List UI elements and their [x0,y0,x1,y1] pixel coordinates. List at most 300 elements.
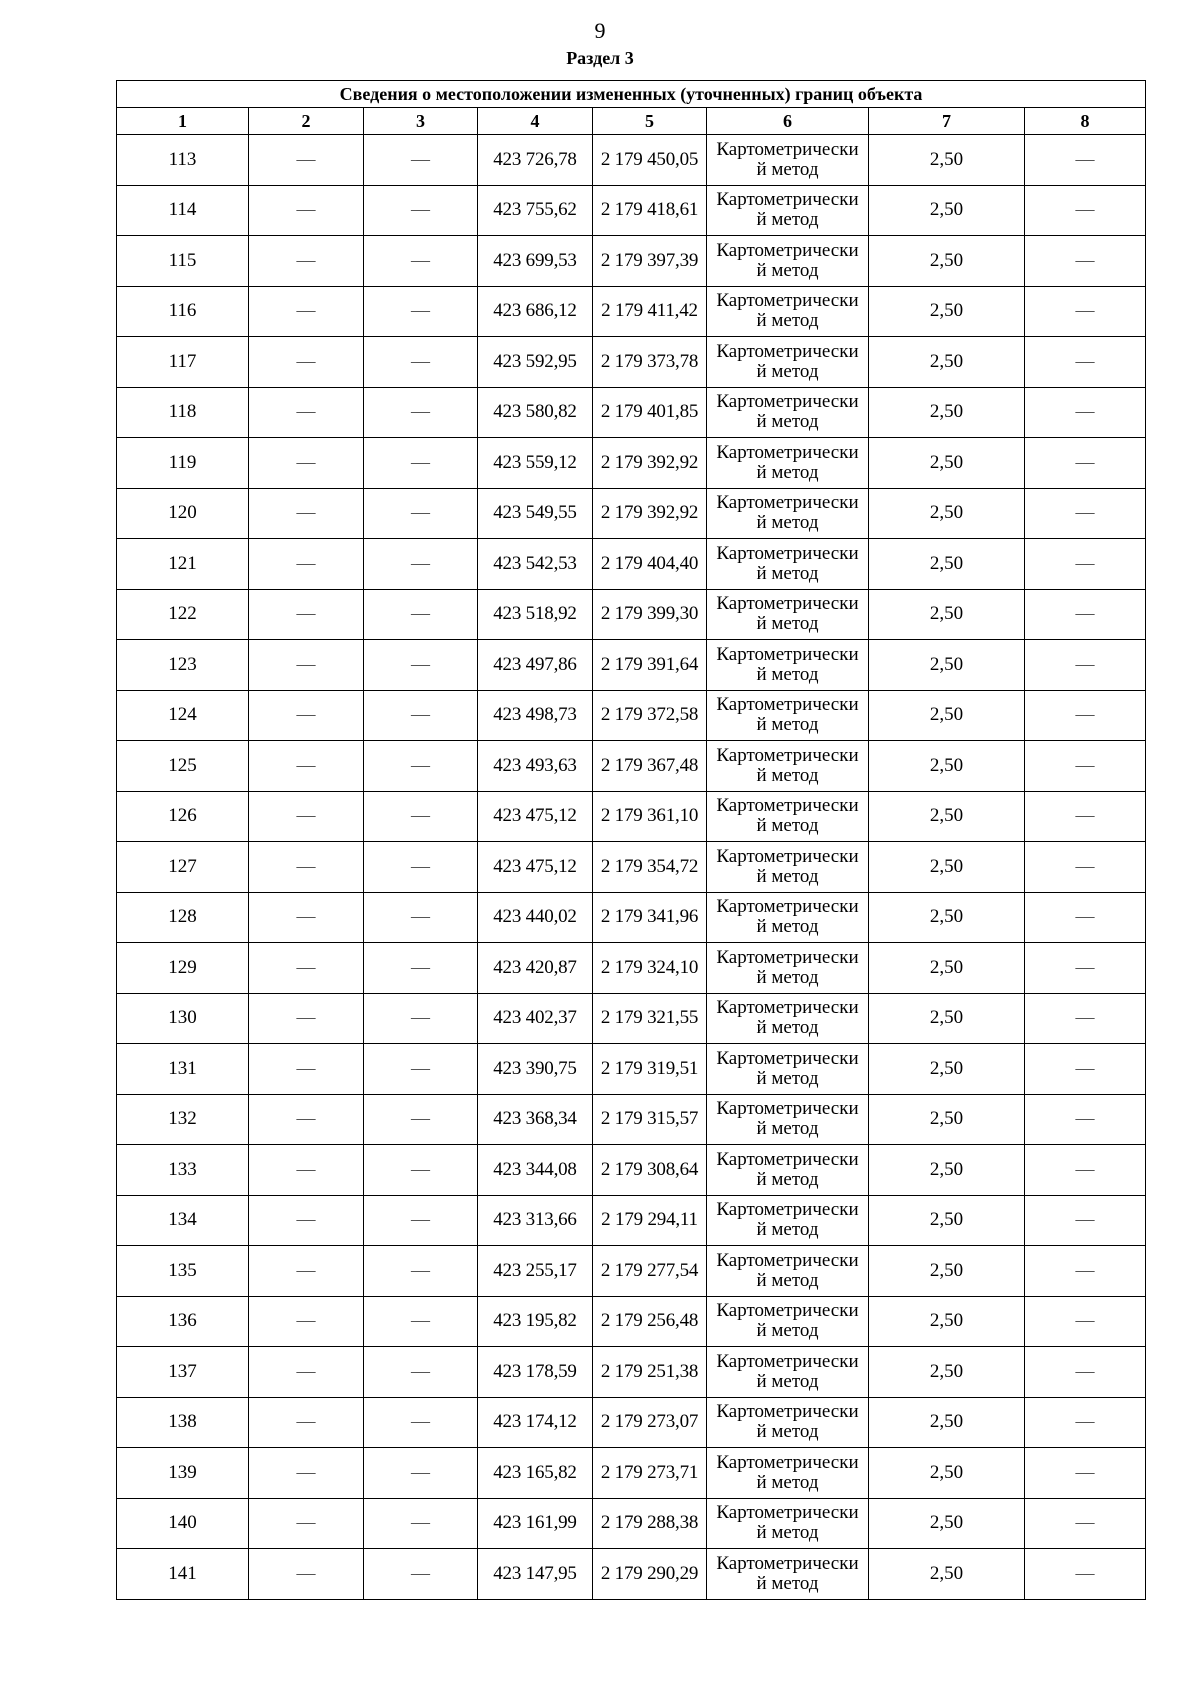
point-number: 124 [117,690,249,741]
col8-dash: — [1025,1549,1146,1600]
method-cell [707,488,869,539]
col8-dash: — [1025,1246,1146,1297]
table-caption: Сведения о местоположении измененных (уточненных) границ объекта [117,81,1146,108]
coordinate-x: 423 195,82 [478,1296,593,1347]
table-row [117,438,1146,489]
method-line-1: Картометрически [716,1552,859,1574]
table-row [117,135,1146,186]
coordinate-x: 423 390,75 [478,1044,593,1095]
point-number: 138 [117,1397,249,1448]
coordinate-y: 2 179 321,55 [593,993,707,1044]
col2-dash: — [249,1549,364,1600]
col3-dash: — [364,791,478,842]
method-cell [707,1296,869,1347]
col2-dash: — [249,589,364,640]
accuracy-value: 2,50 [869,1195,1025,1246]
method-line-1: Картометрически [716,896,859,918]
coordinate-y: 2 179 373,78 [593,337,707,388]
accuracy-value: 2,50 [869,640,1025,691]
coordinate-y: 2 179 367,48 [593,741,707,792]
coordinate-y: 2 179 392,92 [593,488,707,539]
accuracy-value: 2,50 [869,741,1025,792]
coordinate-y: 2 179 294,11 [593,1195,707,1246]
table-row [117,993,1146,1044]
point-number: 132 [117,1094,249,1145]
coordinate-y: 2 179 277,54 [593,1246,707,1297]
method-cell [707,741,869,792]
column-number-6: 6 [707,108,869,135]
col2-dash: — [249,1044,364,1095]
point-number: 125 [117,741,249,792]
column-number-1: 1 [117,108,249,135]
method-cell [707,135,869,186]
method-cell [707,1498,869,1549]
accuracy-value: 2,50 [869,1347,1025,1398]
point-number: 139 [117,1448,249,1499]
col2-dash: — [249,185,364,236]
accuracy-value: 2,50 [869,993,1025,1044]
method-cell [707,1448,869,1499]
table-row [117,1195,1146,1246]
table-row [117,1094,1146,1145]
col3-dash: — [364,1347,478,1398]
col2-dash: — [249,1195,364,1246]
table-row [117,1448,1146,1499]
method-line-2: й метод [756,1572,819,1594]
method-line-2: й метод [756,512,819,534]
coordinate-x: 423 493,63 [478,741,593,792]
accuracy-value: 2,50 [869,1246,1025,1297]
col8-dash: — [1025,993,1146,1044]
method-cell [707,387,869,438]
method-line-1: Картометрически [716,1300,859,1322]
accuracy-value: 2,50 [869,185,1025,236]
column-number-3: 3 [364,108,478,135]
col2-dash: — [249,488,364,539]
method-line-1: Картометрически [716,441,859,463]
coordinate-x: 423 699,53 [478,236,593,287]
method-line-1: Картометрически [716,1148,859,1170]
method-line-1: Картометрически [716,1350,859,1372]
method-line-2: й метод [756,1219,819,1241]
point-number: 115 [117,236,249,287]
method-cell [707,1246,869,1297]
col8-dash: — [1025,1094,1146,1145]
method-line-2: й метод [756,613,819,635]
table-row [117,589,1146,640]
method-cell [707,1397,869,1448]
table-row [117,640,1146,691]
method-cell [707,1549,869,1600]
col2-dash: — [249,337,364,388]
method-cell [707,993,869,1044]
col8-dash: — [1025,791,1146,842]
coordinate-y: 2 179 404,40 [593,539,707,590]
method-cell [707,1094,869,1145]
accuracy-value: 2,50 [869,337,1025,388]
col8-dash: — [1025,1448,1146,1499]
method-line-1: Картометрически [716,1451,859,1473]
table-row [117,185,1146,236]
accuracy-value: 2,50 [869,488,1025,539]
table-row [117,1296,1146,1347]
coordinate-y: 2 179 341,96 [593,892,707,943]
point-number: 135 [117,1246,249,1297]
method-line-1: Картометрически [716,593,859,615]
method-line-2: й метод [756,1320,819,1342]
accuracy-value: 2,50 [869,1448,1025,1499]
col3-dash: — [364,589,478,640]
method-cell [707,185,869,236]
method-line-1: Картометрически [716,1502,859,1524]
coordinate-x: 423 686,12 [478,286,593,337]
coordinate-x: 423 161,99 [478,1498,593,1549]
point-number: 114 [117,185,249,236]
col2-dash: — [249,1145,364,1196]
method-line-1: Картометрически [716,997,859,1019]
col2-dash: — [249,842,364,893]
accuracy-value: 2,50 [869,539,1025,590]
coordinate-x: 423 549,55 [478,488,593,539]
col2-dash: — [249,1397,364,1448]
point-number: 126 [117,791,249,842]
method-line-1: Картометрически [716,694,859,716]
col8-dash: — [1025,1498,1146,1549]
method-line-2: й метод [756,966,819,988]
method-line-2: й метод [756,1017,819,1039]
accuracy-value: 2,50 [869,286,1025,337]
coordinate-x: 423 497,86 [478,640,593,691]
col8-dash: — [1025,1044,1146,1095]
method-line-2: й метод [756,259,819,281]
method-line-1: Картометрически [716,1401,859,1423]
method-line-1: Картометрически [716,290,859,312]
col8-dash: — [1025,286,1146,337]
col8-dash: — [1025,539,1146,590]
point-number: 118 [117,387,249,438]
col8-dash: — [1025,337,1146,388]
method-cell [707,791,869,842]
col2-dash: — [249,539,364,590]
method-line-2: й метод [756,1421,819,1443]
col8-dash: — [1025,438,1146,489]
col3-dash: — [364,1549,478,1600]
point-number: 131 [117,1044,249,1095]
coordinate-y: 2 179 450,05 [593,135,707,186]
col3-dash: — [364,1044,478,1095]
table-row [117,1347,1146,1398]
coordinate-y: 2 179 273,07 [593,1397,707,1448]
method-cell [707,640,869,691]
col8-dash: — [1025,1347,1146,1398]
accuracy-value: 2,50 [869,1044,1025,1095]
method-line-2: й метод [756,865,819,887]
table-row [117,1246,1146,1297]
method-line-2: й метод [756,714,819,736]
coordinate-y: 2 179 251,38 [593,1347,707,1398]
section-title: Раздел 3 [566,48,634,68]
table-row [117,842,1146,893]
col3-dash: — [364,1498,478,1549]
point-number: 140 [117,1498,249,1549]
coordinate-y: 2 179 308,64 [593,1145,707,1196]
col2-dash: — [249,741,364,792]
table-row [117,690,1146,741]
table-row [117,539,1146,590]
col3-dash: — [364,1246,478,1297]
method-cell [707,286,869,337]
accuracy-value: 2,50 [869,791,1025,842]
method-line-2: й метод [756,815,819,837]
accuracy-value: 2,50 [869,892,1025,943]
coordinate-x: 423 368,34 [478,1094,593,1145]
method-line-2: й метод [756,562,819,584]
method-cell [707,1145,869,1196]
coordinate-x: 423 420,87 [478,943,593,994]
table-row [117,892,1146,943]
col3-dash: — [364,1195,478,1246]
method-line-1: Картометрически [716,845,859,867]
table-row [117,337,1146,388]
coordinate-x: 423 178,59 [478,1347,593,1398]
method-line-1: Картометрически [716,1199,859,1221]
coordinate-y: 2 179 418,61 [593,185,707,236]
method-line-2: й метод [756,1067,819,1089]
table-caption-row [117,81,1146,108]
method-line-2: й метод [756,764,819,786]
method-line-1: Картометрически [716,795,859,817]
coordinate-x: 423 475,12 [478,842,593,893]
coordinate-y: 2 179 361,10 [593,791,707,842]
point-number: 134 [117,1195,249,1246]
col3-dash: — [364,286,478,337]
point-number: 128 [117,892,249,943]
method-cell [707,236,869,287]
col2-dash: — [249,286,364,337]
col8-dash: — [1025,185,1146,236]
method-line-1: Картометрически [716,643,859,665]
method-cell [707,438,869,489]
point-number: 129 [117,943,249,994]
table-body [117,135,1146,1600]
point-number: 123 [117,640,249,691]
col8-dash: — [1025,892,1146,943]
col3-dash: — [364,387,478,438]
col2-dash: — [249,135,364,186]
coordinate-y: 2 179 354,72 [593,842,707,893]
col2-dash: — [249,993,364,1044]
column-number-2: 2 [249,108,364,135]
method-cell [707,1195,869,1246]
table-row [117,1397,1146,1448]
col2-dash: — [249,236,364,287]
coordinate-x: 423 580,82 [478,387,593,438]
col2-dash: — [249,1498,364,1549]
coordinate-y: 2 179 372,58 [593,690,707,741]
col3-dash: — [364,741,478,792]
col8-dash: — [1025,589,1146,640]
accuracy-value: 2,50 [869,438,1025,489]
table-row [117,387,1146,438]
page-number: 9 [594,18,606,43]
accuracy-value: 2,50 [869,1296,1025,1347]
method-cell [707,1347,869,1398]
col8-dash: — [1025,1145,1146,1196]
method-line-1: Картометрически [716,189,859,211]
coordinate-x: 423 174,12 [478,1397,593,1448]
method-line-2: й метод [756,1471,819,1493]
accuracy-value: 2,50 [869,1094,1025,1145]
coordinate-y: 2 179 397,39 [593,236,707,287]
coordinate-y: 2 179 290,29 [593,1549,707,1600]
point-number: 119 [117,438,249,489]
coordinate-y: 2 179 288,38 [593,1498,707,1549]
accuracy-value: 2,50 [869,1145,1025,1196]
method-line-1: Картометрически [716,391,859,413]
col3-dash: — [364,1145,478,1196]
method-line-2: й метод [756,461,819,483]
method-line-1: Картометрически [716,239,859,261]
col8-dash: — [1025,640,1146,691]
method-line-2: й метод [756,209,819,231]
boundary-coordinates-table [116,80,1146,1600]
col2-dash: — [249,1246,364,1297]
point-number: 113 [117,135,249,186]
col2-dash: — [249,640,364,691]
point-number: 122 [117,589,249,640]
table-row [117,286,1146,337]
method-line-2: й метод [756,360,819,382]
method-line-1: Картометрически [716,1047,859,1069]
accuracy-value: 2,50 [869,690,1025,741]
coordinate-x: 423 255,17 [478,1246,593,1297]
column-number-8: 8 [1025,108,1146,135]
coordinate-x: 423 475,12 [478,791,593,842]
col2-dash: — [249,1296,364,1347]
method-line-2: й метод [756,663,819,685]
coordinate-y: 2 179 392,92 [593,438,707,489]
method-cell [707,892,869,943]
col8-dash: — [1025,1195,1146,1246]
col8-dash: — [1025,943,1146,994]
table-row [117,1498,1146,1549]
method-line-1: Картометрически [716,340,859,362]
method-line-1: Картометрически [716,1098,859,1120]
point-number: 117 [117,337,249,388]
method-cell [707,842,869,893]
col3-dash: — [364,1397,478,1448]
col2-dash: — [249,690,364,741]
col2-dash: — [249,892,364,943]
col8-dash: — [1025,741,1146,792]
method-line-1: Картометрически [716,946,859,968]
method-line-2: й метод [756,916,819,938]
col8-dash: — [1025,135,1146,186]
table-row [117,488,1146,539]
coordinate-y: 2 179 315,57 [593,1094,707,1145]
column-number-7: 7 [869,108,1025,135]
col3-dash: — [364,892,478,943]
table-row [117,1145,1146,1196]
point-number: 136 [117,1296,249,1347]
coordinate-x: 423 726,78 [478,135,593,186]
col2-dash: — [249,943,364,994]
coordinate-x: 423 498,73 [478,690,593,741]
method-line-2: й метод [756,158,819,180]
coordinate-y: 2 179 399,30 [593,589,707,640]
col3-dash: — [364,438,478,489]
coordinate-x: 423 147,95 [478,1549,593,1600]
accuracy-value: 2,50 [869,842,1025,893]
col3-dash: — [364,1094,478,1145]
col3-dash: — [364,539,478,590]
coordinate-y: 2 179 273,71 [593,1448,707,1499]
column-number-row [117,108,1146,135]
method-cell [707,943,869,994]
coordinate-x: 423 755,62 [478,185,593,236]
col8-dash: — [1025,488,1146,539]
method-line-2: й метод [756,1269,819,1291]
accuracy-value: 2,50 [869,387,1025,438]
coordinate-y: 2 179 319,51 [593,1044,707,1095]
col8-dash: — [1025,690,1146,741]
coordinate-y: 2 179 391,64 [593,640,707,691]
point-number: 141 [117,1549,249,1600]
method-line-2: й метод [756,1118,819,1140]
method-cell [707,337,869,388]
method-line-1: Картометрически [716,138,859,160]
accuracy-value: 2,50 [869,236,1025,287]
col3-dash: — [364,488,478,539]
coordinate-x: 423 592,95 [478,337,593,388]
method-cell [707,539,869,590]
col3-dash: — [364,1448,478,1499]
col2-dash: — [249,1094,364,1145]
col3-dash: — [364,842,478,893]
point-number: 121 [117,539,249,590]
method-line-1: Картометрически [716,542,859,564]
point-number: 130 [117,993,249,1044]
table-row [117,236,1146,287]
col3-dash: — [364,1296,478,1347]
point-number: 120 [117,488,249,539]
col3-dash: — [364,943,478,994]
col3-dash: — [364,337,478,388]
coordinate-y: 2 179 401,85 [593,387,707,438]
coordinate-x: 423 559,12 [478,438,593,489]
table-row [117,943,1146,994]
col3-dash: — [364,185,478,236]
method-line-2: й метод [756,1168,819,1190]
coordinate-x: 423 518,92 [478,589,593,640]
coordinate-x: 423 402,37 [478,993,593,1044]
method-line-2: й метод [756,1370,819,1392]
method-line-2: й метод [756,310,819,332]
accuracy-value: 2,50 [869,943,1025,994]
coordinate-x: 423 344,08 [478,1145,593,1196]
method-line-1: Картометрически [716,744,859,766]
point-number: 137 [117,1347,249,1398]
coordinate-x: 423 165,82 [478,1448,593,1499]
table-row [117,1044,1146,1095]
method-line-2: й метод [756,411,819,433]
column-number-4: 4 [478,108,593,135]
coordinate-y: 2 179 256,48 [593,1296,707,1347]
col8-dash: — [1025,236,1146,287]
coordinate-x: 423 542,53 [478,539,593,590]
table-row [117,1549,1146,1600]
col3-dash: — [364,690,478,741]
